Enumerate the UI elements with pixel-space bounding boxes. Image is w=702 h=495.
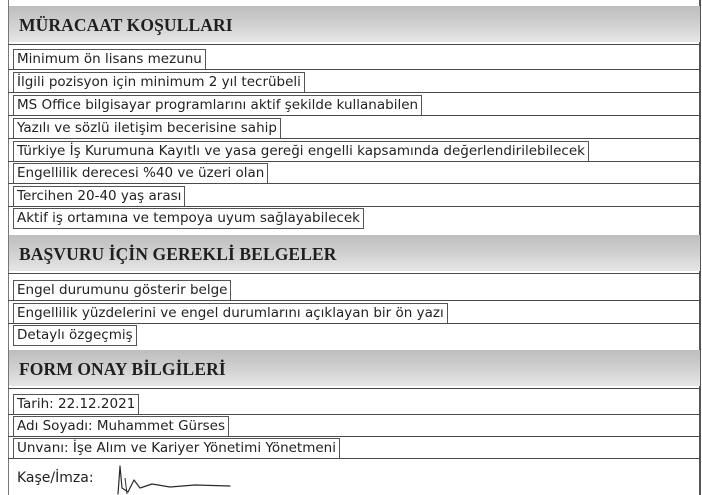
divider xyxy=(8,414,700,415)
document-item: Detaylı özgeçmiş xyxy=(13,325,137,346)
divider xyxy=(8,323,700,324)
divider xyxy=(8,115,700,116)
divider xyxy=(8,300,700,301)
divider xyxy=(8,183,700,184)
divider xyxy=(8,161,700,162)
requirement-item: İlgili pozisyon için minimum 2 yıl tecrübeli xyxy=(13,72,305,93)
divider xyxy=(8,69,700,70)
requirement-item: MS Office bilgisayar programlarını aktif şekilde kullanabilen xyxy=(13,95,422,116)
signature-label: Kaşe/İmza: xyxy=(17,470,94,486)
section-title: BAŞVURU İÇİN GEREKLİ BELGELER xyxy=(19,244,337,264)
requirement-item: Yazılı ve sözlü iletişim becerisine sahip xyxy=(13,118,281,139)
section-title: MÜRACAAT KOŞULLARI xyxy=(19,15,233,35)
divider xyxy=(8,206,700,207)
document-item: Engellilik yüzdelerini ve engel durumlarını açıklayan bir ön yazı xyxy=(13,303,448,324)
requirement-item: Aktif iş ortamına ve tempoya uyum sağlayabilecek xyxy=(13,208,364,229)
section-header-approval xyxy=(8,350,700,386)
section-header-requirements xyxy=(8,6,700,42)
divider xyxy=(8,92,700,93)
divider xyxy=(8,44,700,45)
requirement-item: Türkiye İş Kurumuna Kayıtlı ve yasa gereği engelli kapsamında değerlendirilebilecek xyxy=(13,141,589,162)
divider xyxy=(8,138,700,139)
divider xyxy=(8,273,700,274)
divider xyxy=(8,388,700,389)
requirement-item: Tercihen 20-40 yaş arası xyxy=(13,186,185,207)
approval-date: Tarih: 22.12.2021 xyxy=(13,394,139,415)
requirement-item: Engellilik derecesi %40 ve üzeri olan xyxy=(13,163,268,184)
section-title: FORM ONAY BİLGİLERİ xyxy=(19,359,226,379)
document-item: Engel durumunu gösterir belge xyxy=(13,280,231,301)
approval-title: Unvanı: İşe Alım ve Kariyer Yönetimi Yönetmeni xyxy=(13,438,340,459)
section-header-documents xyxy=(8,235,700,271)
approval-name: Adı Soyadı: Muhammet Gürses xyxy=(13,416,229,437)
requirement-item: Minimum ön lisans mezunu xyxy=(13,49,206,70)
signature-mark xyxy=(100,458,260,495)
divider xyxy=(8,436,700,437)
